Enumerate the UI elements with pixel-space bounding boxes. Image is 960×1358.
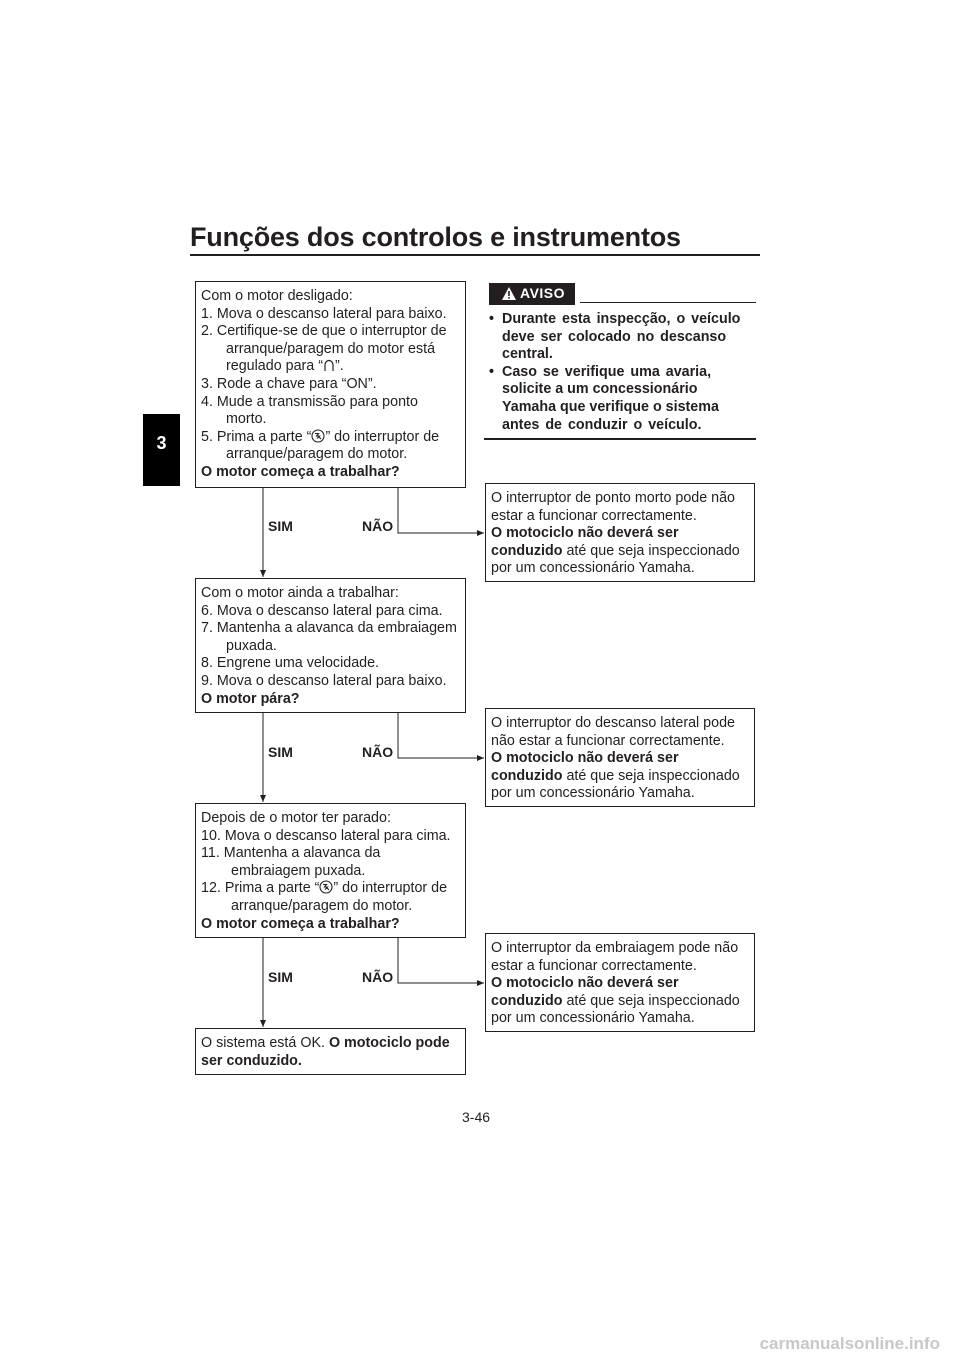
no-label: NÃO <box>362 744 394 760</box>
fail-line: por um concessionário Yamaha. <box>491 1010 695 1027</box>
bullet: • <box>489 311 495 327</box>
warning-item <box>489 364 759 434</box>
step-line-with-symbol <box>201 880 461 898</box>
step-line: 4. Mude a transmissão para ponto <box>201 393 418 410</box>
fail-line <box>491 993 750 1011</box>
warning-line: Durante esta inspecção, o veículo <box>502 311 741 327</box>
text-fragment: até que seja inspeccionado <box>562 767 740 784</box>
step-line: 1. Mova o descanso lateral para baixo. <box>201 305 447 322</box>
fail-line <box>491 543 750 561</box>
text-fragment: conduzido <box>491 542 563 559</box>
fail-line: por um concessionário Yamaha. <box>491 560 695 577</box>
text-fragment: até que seja inspeccionado <box>562 992 740 1009</box>
yes-label: SIM <box>268 744 293 760</box>
no-label: NÃO <box>362 969 394 985</box>
footer-watermark <box>0 1334 960 1354</box>
step-line: 7. Mantenha a alavanca da embraiagem <box>201 620 457 637</box>
warning-line: antes de conduzir o veículo. <box>502 416 702 433</box>
warning-label: AVISO <box>520 285 566 301</box>
step-line: 10. Mova o descanso lateral para cima. <box>201 827 451 844</box>
warning-line: central. <box>502 346 553 363</box>
text-fragment: O motociclo pode <box>328 1035 450 1051</box>
fail-line <box>491 768 750 786</box>
yes-label: SIM <box>268 518 293 534</box>
final-line: ser conduzido. <box>201 1052 302 1069</box>
text-fragment: conduzido <box>491 767 563 784</box>
yes-label: SIM <box>268 969 293 985</box>
fail-box-sidestand <box>485 708 755 807</box>
page-number: 3-46 <box>462 1109 491 1125</box>
final-line <box>201 1035 461 1053</box>
warning-text <box>489 311 759 434</box>
step-line: arranque/paragem do motor. <box>226 446 408 463</box>
text-fragment: ” do interruptor de <box>325 428 440 445</box>
step-question: O motor começa a trabalhar? <box>201 915 400 932</box>
engine-start-icon <box>319 880 333 894</box>
fail-box-clutch <box>485 933 755 1032</box>
fail-line: O interruptor do descanso lateral pode <box>491 715 735 731</box>
step-intro: Com o motor desligado: <box>201 288 353 304</box>
warning-line: Yamaha que verifique o sistema <box>502 398 719 415</box>
step-line: 6. Mova o descanso lateral para cima. <box>201 602 443 619</box>
step-line-with-symbol <box>201 358 461 376</box>
step-line: 11. Mantenha a alavanca da <box>201 845 381 862</box>
fail-line: estar a funcionar correctamente. <box>491 957 697 974</box>
no-arrow-2 <box>398 712 484 758</box>
engine-start-icon <box>311 429 325 443</box>
fail-line: O interruptor de ponto morto pode não <box>491 490 735 506</box>
step-line: embraiagem puxada. <box>231 862 366 879</box>
text-fragment: regulado para “ <box>226 358 323 375</box>
step3-box <box>195 803 466 938</box>
step2-box <box>195 578 466 713</box>
step-line-with-symbol <box>201 429 461 447</box>
step-question: O motor começa a trabalhar? <box>201 463 400 480</box>
no-label: NÃO <box>362 518 394 534</box>
chapter-tab: 3 <box>143 414 180 486</box>
warning-line: deve ser colocado no descanso <box>502 328 727 345</box>
step-intro: Depois de o motor ter parado: <box>201 810 391 826</box>
text-fragment: 5. Prima a parte “ <box>201 428 312 445</box>
warning-item <box>489 311 759 364</box>
text-fragment: ”. <box>334 358 344 375</box>
text-fragment: ” do interruptor de <box>333 880 448 897</box>
step-question: O motor pára? <box>201 690 300 707</box>
fail-line: O motociclo não deverá ser <box>491 750 679 767</box>
warning-rule-bottom <box>484 438 756 440</box>
fail-line: O interruptor da embraiagem pode não <box>491 940 739 956</box>
text-fragment: 12. Prima a parte “ <box>201 880 320 897</box>
watermark-text: carmanualsonline.info <box>759 1334 940 1353</box>
step-line: arranque/paragem do motor está <box>226 340 436 357</box>
step-line: 8. Engrene uma velocidade. <box>201 655 380 672</box>
warning-icon <box>501 286 517 301</box>
step-intro: Com o motor ainda a trabalhar: <box>201 585 399 601</box>
text-fragment: O sistema está OK. <box>201 1035 325 1051</box>
fail-line: por um concessionário Yamaha. <box>491 785 695 802</box>
fail-box-neutral <box>485 483 755 582</box>
no-arrow-3 <box>398 937 484 983</box>
final-box <box>195 1028 466 1075</box>
warning-badge <box>489 283 575 305</box>
fail-line: não estar a funcionar correctamente. <box>491 732 725 749</box>
step-line: 9. Mova o descanso lateral para baixo. <box>201 672 447 689</box>
step-line: arranque/paragem do motor. <box>231 897 413 914</box>
step-line: 2. Certifique-se de que o interruptor de <box>201 323 447 340</box>
warning-rule-top <box>580 302 756 303</box>
fail-line: O motociclo não deverá ser <box>491 525 679 542</box>
step-line: morto. <box>226 411 267 428</box>
step1-box <box>195 281 466 488</box>
text-fragment: conduzido <box>491 992 563 1009</box>
bullet: • <box>489 363 495 380</box>
step-line: puxada. <box>226 637 277 654</box>
no-arrow-1 <box>398 487 484 533</box>
engine-stop-icon <box>323 359 335 372</box>
page-title: Funções dos controlos e instrumentos <box>190 222 681 252</box>
text-fragment: até que seja inspeccionado <box>562 542 740 559</box>
fail-line: estar a funcionar correctamente. <box>491 507 697 524</box>
warning-line: solicite a um concessionário <box>502 381 698 398</box>
step-line: 3. Rode a chave para “ON”. <box>201 375 377 392</box>
fail-line: O motociclo não deverá ser <box>491 975 679 992</box>
warning-line: Caso se verifique uma avaria, <box>502 363 712 380</box>
